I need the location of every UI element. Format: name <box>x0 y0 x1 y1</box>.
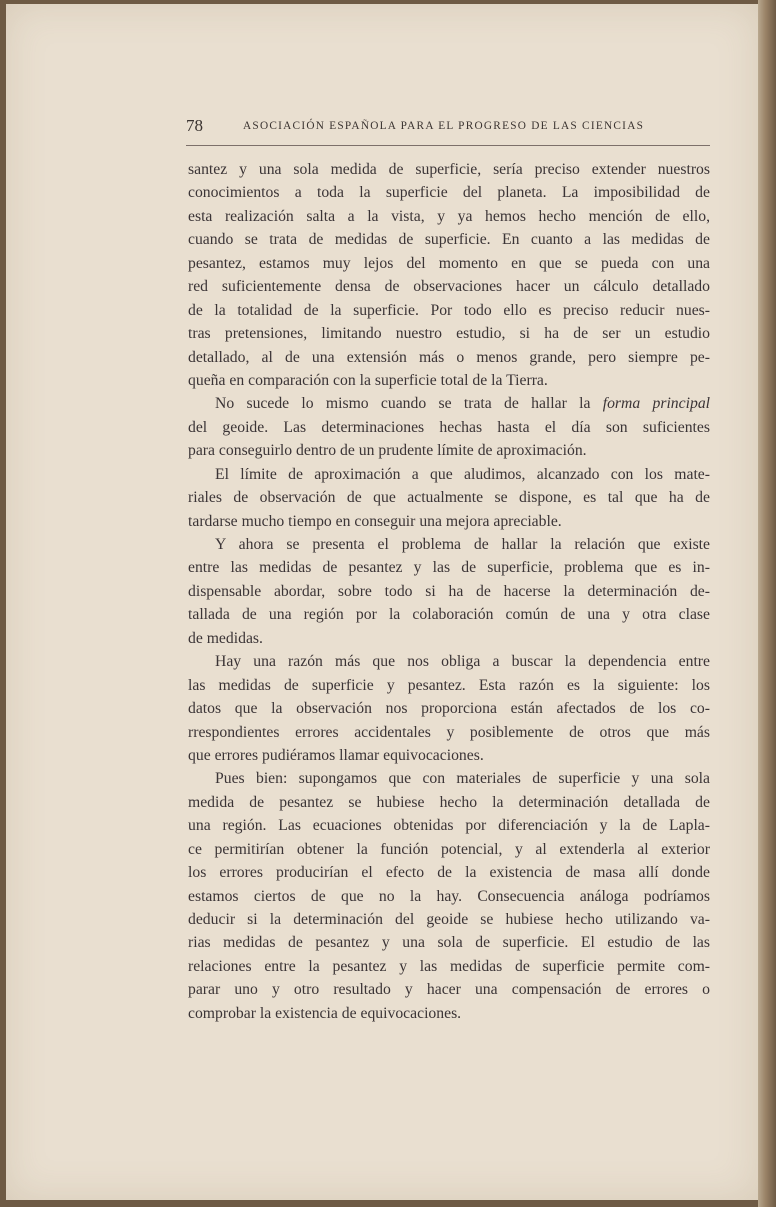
text-line: de la totalidad de la superficie. Por todo ello es preciso reducir nues- <box>188 301 710 319</box>
header-rule <box>186 145 710 146</box>
text-line: red suficientemente densa de observaciones hacer un cálculo detallado <box>188 278 710 296</box>
paragraph <box>188 463 710 533</box>
text-line <box>188 392 710 415</box>
text-line: medida de pesantez se hubiese hecho la determinación detallada de <box>188 793 710 811</box>
text-line: relaciones entre la pesantez y las medidas de superficie permite com- <box>188 957 710 975</box>
text-line: una región. Las ecuaciones obtenidas por diferenciación y la de Lapla- <box>188 817 710 835</box>
text-line: esta realización salta a la vista, y ya hemos hecho mención de ello, <box>188 207 710 225</box>
text-line: que errores pudiéramos llamar equivocaciones. <box>188 746 484 764</box>
text-line: rias medidas de pesantez y una sola de superficie. El estudio de las <box>188 934 710 952</box>
text-line: estamos ciertos de que no la hay. Consecuencia análoga podríamos <box>188 887 710 905</box>
text-line: Y ahora se presenta el problema de hallar la relación que existe <box>215 536 710 553</box>
text-line: los errores producirían el efecto de la existencia de masa allí donde <box>188 864 710 882</box>
page-number: 78 <box>186 116 203 135</box>
text-line: datos que la observación nos proporciona están afectados de los co- <box>188 700 710 718</box>
text-line: pesantez, estamos muy lejos del momento en que se pueda con una <box>188 254 710 272</box>
text-line: cuando se trata de medidas de superficie. En cuanto a las medidas de <box>188 231 710 249</box>
text-line: dispensable abordar, sobre todo si ha de hacerse la determinación de- <box>188 582 710 600</box>
text-line: ce permitirían obtener la función potencial, y al extenderla al exterior <box>188 840 710 858</box>
text-line: El límite de aproximación a que aludimos, alcanzado con los mate- <box>215 465 710 483</box>
text-line: comprobar la existencia de equivocaciones. <box>188 1004 462 1022</box>
text-line: del geoide. Las determinaciones hechas hasta el día son suficientes <box>188 418 710 436</box>
paragraph <box>188 767 710 1025</box>
text-line: las medidas de superficie y pesantez. Esta razón es la siguiente: los <box>188 676 710 694</box>
paragraph <box>188 158 710 392</box>
text-line: Hay una razón más que nos obliga a buscar la dependencia entre <box>215 653 710 671</box>
text-line: deducir si la determinación del geoide se hubiese hecho utilizando va- <box>188 911 710 928</box>
text-line: riales de observación de que actualmente se dispone, es tal que ha de <box>188 489 710 507</box>
text-line: tallada de una región por la colaboración común de una y otra clase <box>188 606 710 624</box>
text-run: No sucede lo mismo cuando se trata de hallar la <box>215 395 591 413</box>
page-edge <box>758 0 776 1207</box>
text-line: Pues bien: supongamos que con materiales de superficie y una sola <box>215 770 710 788</box>
emphasis-text: forma principal <box>602 395 711 413</box>
paragraph <box>188 392 710 462</box>
text-line: tras pretensiones, limitando nuestro estudio, si ha de ser un estudio <box>188 325 710 343</box>
text-line: parar uno y otro resultado y hacer una compensación de errores o <box>188 981 710 999</box>
text-line: para conseguirlo dentro de un prudente límite de aproximación. <box>188 442 587 460</box>
page-header <box>186 116 710 140</box>
text-line: tardarse mucho tiempo en conseguir una mejora apreciable. <box>188 512 562 530</box>
text-line: entre las medidas de pesantez y las de superficie, problema que es in- <box>188 559 710 577</box>
paragraph <box>188 650 710 767</box>
text-line: detallado, al de una extensión más o menos grande, pero siempre pe- <box>188 348 710 366</box>
text-line: queña en comparación con la superficie total de la Tierra. <box>188 371 548 389</box>
paragraph <box>188 533 710 650</box>
text-line: conocimientos a toda la superficie del planeta. La imposibilidad de <box>188 184 710 202</box>
text-body <box>188 158 710 1025</box>
text-line: santez y una sola medida de superficie, sería preciso extender nuestros <box>188 161 710 178</box>
text-line: de medidas. <box>188 629 263 647</box>
text-line: rrespondientes errores accidentales y posiblemente de otros que más <box>188 723 710 741</box>
running-head: ASOCIACIÓN ESPAÑOLA PARA EL PROGRESO DE LAS CIENCIAS <box>243 120 645 132</box>
